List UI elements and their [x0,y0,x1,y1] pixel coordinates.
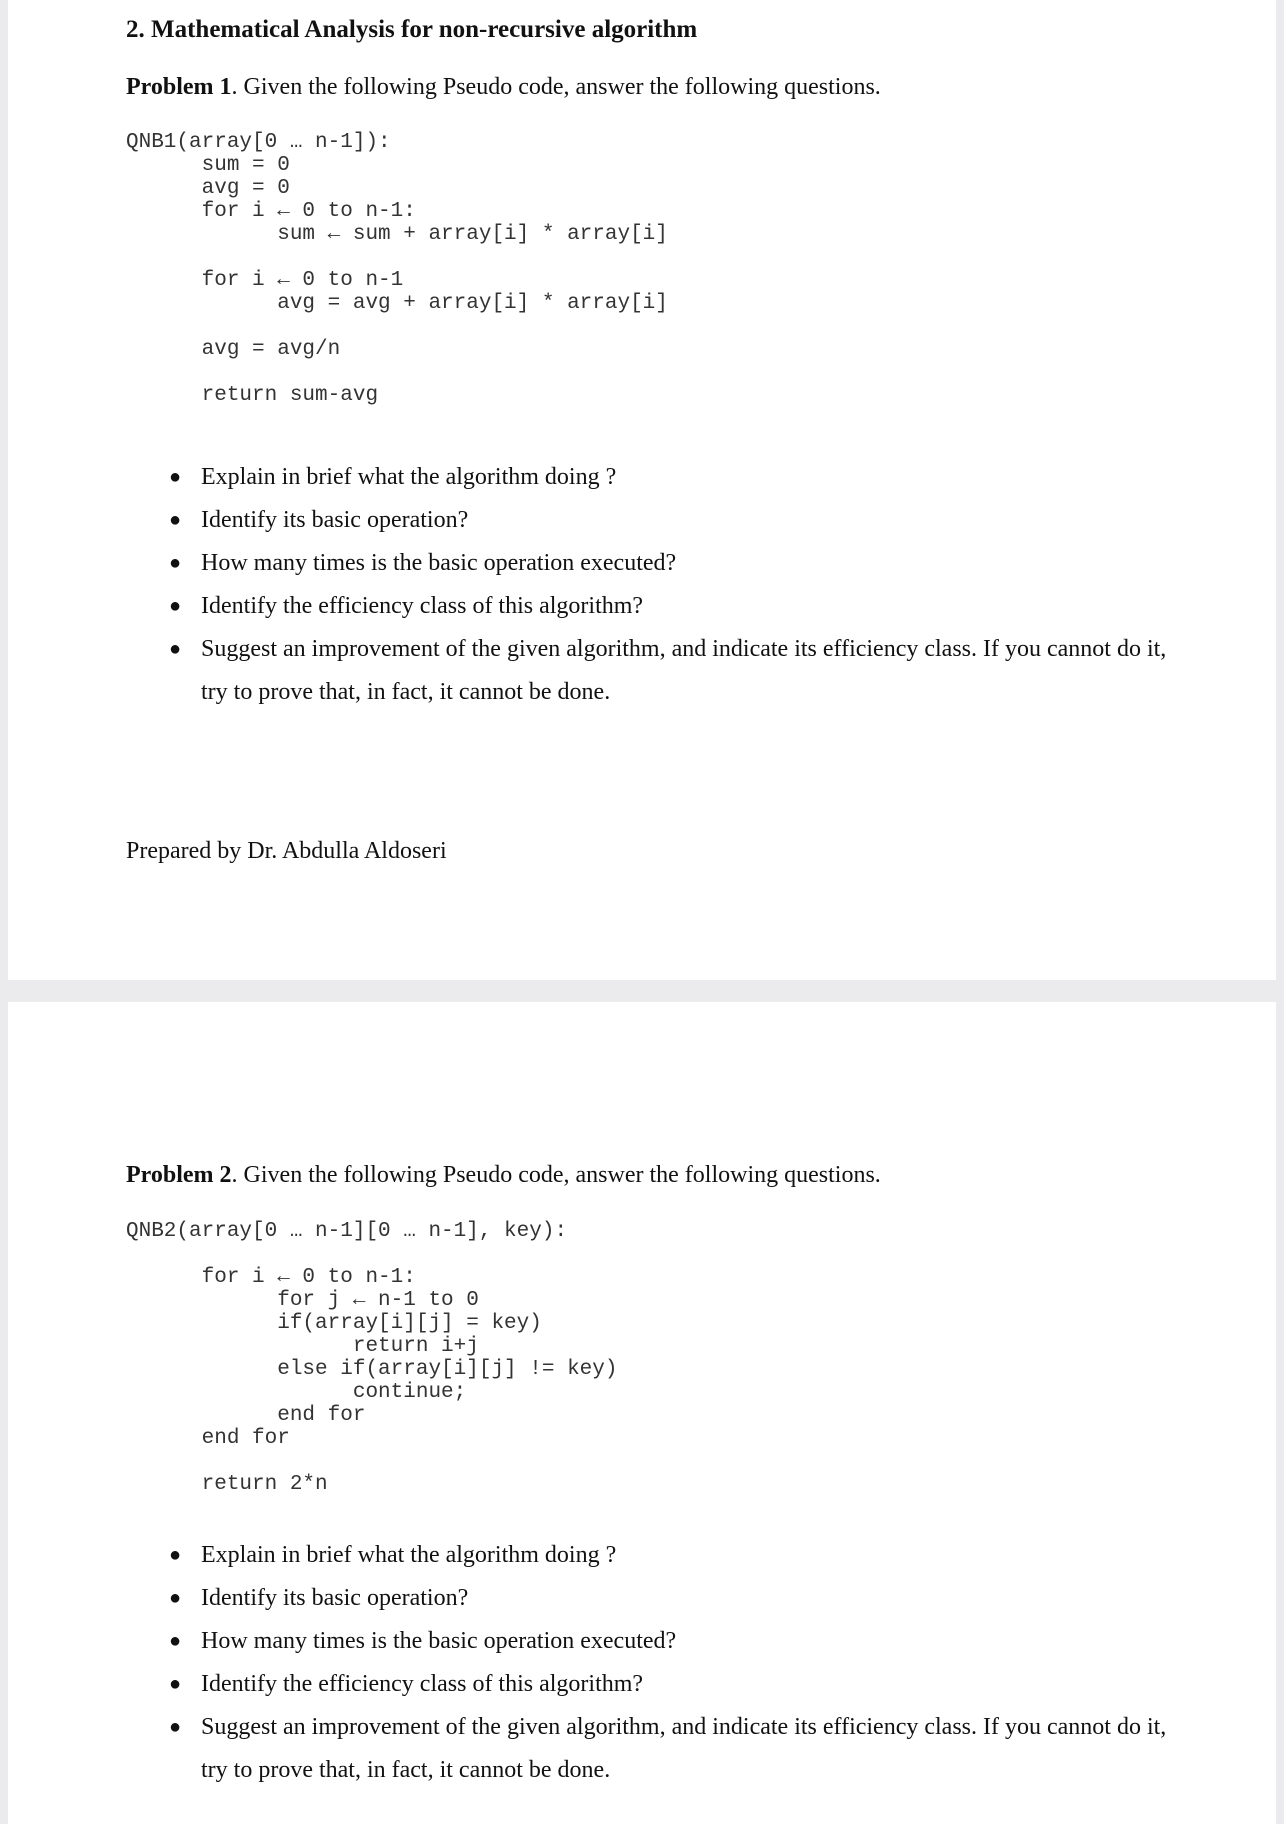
bullet-icon: ● [169,1587,182,1609]
question-item: ● Identify the efficiency class of this algorithm? [126,585,1186,628]
question-item: ● How many times is the basic operation executed? [126,542,1186,585]
bullet-icon: ● [169,1716,182,1738]
problem-1-label: Problem 1 [126,74,232,100]
question-item: ● Identify its basic operation? [126,1577,1186,1620]
pseudo-code-qnb1: QNB1(array[0 … n-1]): sum = 0 avg = 0 for i ← 0 to n-1: sum ← sum + array[i] * array[i] for i ← 0 to n-1 avg = avg + array[i] * array[i] avg = avg/n return sum-avg [126,131,668,407]
section-heading: 2. Mathematical Analysis for non-recursive algorithm [126,16,698,43]
pseudo-code-qnb2: QNB2(array[0 … n-1][0 … n-1], key): for i ← 0 to n-1: for j ← n-1 to 0 if(array[i][j] = key) return i+j else if(array[i][j] != key) continue; end for end for return 2*n [126,1220,618,1496]
question-item: ● How many times is the basic operation executed? [126,1620,1186,1663]
question-item: ● Suggest an improvement of the given algorithm, and indicate its efficiency class. If you cannot do it, try to prove that, in fact, it cannot be done. [126,1706,1186,1792]
document-page-1 [8,0,1276,980]
question-item: ● Identify its basic operation? [126,499,1186,542]
question-item: ● Explain in brief what the algorithm doing ? [126,456,1186,499]
problem-1-text: . Given the following Pseudo code, answer the following questions. [231,74,881,100]
bullet-icon: ● [169,1630,182,1652]
bullet-icon: ● [169,509,182,531]
problem-1-questions [126,456,1186,714]
bullet-icon: ● [169,466,182,488]
problem-2-label: Problem 2 [126,1162,232,1188]
author-credit: Prepared by Dr. Abdulla Aldoseri [126,838,447,864]
problem-2-text: . Given the following Pseudo code, answer the following questions. [231,1162,881,1188]
bullet-icon: ● [169,1544,182,1566]
problem-2-questions [126,1534,1186,1792]
question-item: ● Identify the efficiency class of this algorithm? [126,1663,1186,1706]
bullet-icon: ● [169,595,182,617]
question-item: ● Suggest an improvement of the given algorithm, and indicate its efficiency class. If you cannot do it, try to prove that, in fact, it cannot be done. [126,628,1186,714]
problem-2-statement [126,1162,881,1189]
document-page-2 [8,1002,1276,1824]
bullet-icon: ● [169,1673,182,1695]
question-item: ● Explain in brief what the algorithm doing ? [126,1534,1186,1577]
bullet-icon: ● [169,638,182,660]
bullet-icon: ● [169,552,182,574]
problem-1-statement [126,74,881,101]
